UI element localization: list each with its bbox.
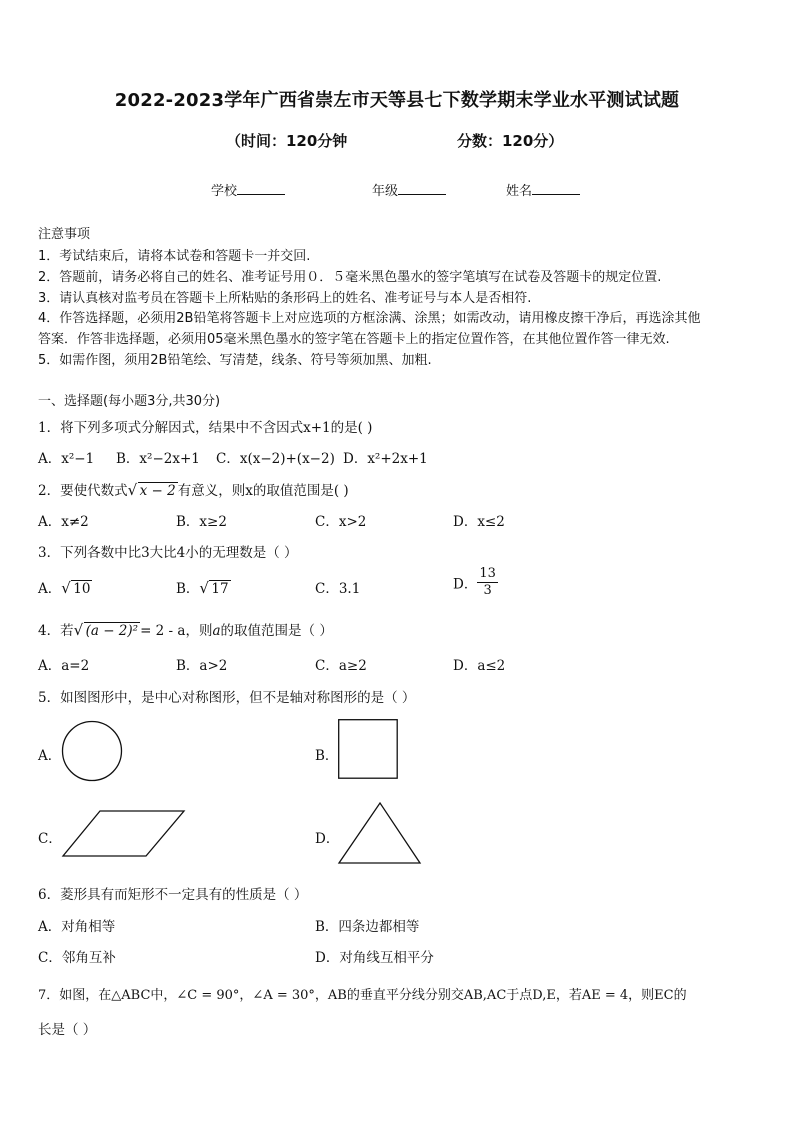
question-1-option-c: C．x(x−2)+(x−2) — [216, 451, 335, 467]
square-figure — [338, 719, 399, 780]
question-5-stem: 5．如图图形中，是中心对称图形，但不是轴对称图形的是（ ） — [38, 690, 416, 706]
question-6-option-c: C．邻角互补 — [38, 950, 116, 966]
notice-item: 1．考试结束后，请将本试卷和答题卡一并交回. — [38, 249, 311, 264]
question-5-option-d: D． — [315, 831, 340, 847]
question-5-option-c: C． — [38, 831, 62, 847]
question-7-stem-cont: 长是（ ） — [38, 1022, 97, 1038]
question-2-option-c: C．x>2 — [315, 514, 367, 530]
question-4-option-b: B．a>2 — [176, 658, 228, 674]
question-4-option-d: D．a≤2 — [453, 658, 506, 674]
question-4-option-a: A．a=2 — [38, 658, 90, 674]
school-field: 学校 — [211, 180, 285, 199]
section-heading: 一、选择题(每小题3分,共30分) — [38, 394, 221, 409]
triangle-figure — [338, 802, 422, 864]
question-2-stem: 2．要使代数式√ x − 2 有意义，则x的取值范围是( ) — [38, 479, 349, 499]
notice-item: 3．请认真核对监考员在答题卡上所粘贴的条形码上的姓名、准考证号与本人是否相符. — [38, 291, 532, 306]
question-6-option-d: D．对角线互相平分 — [315, 950, 434, 966]
notice-item: 答案．作答非选择题，必须用05毫米黑色墨水的签字笔在答题卡上的指定位置作答，在其他位置作答一律无效. — [38, 332, 670, 347]
name-field: 姓名 — [506, 180, 580, 199]
notice-item: 2．答题前，请务必将自己的姓名、准考证号用０．５毫米黑色墨水的签字笔填写在试卷及答题卡的规定位置. — [38, 270, 662, 285]
question-5-option-b: B． — [315, 748, 339, 764]
question-2-option-a: A．x≠2 — [38, 514, 89, 530]
question-2-option-d: D．x≤2 — [453, 514, 505, 530]
question-1-option-b: B．x²−2x+1 — [116, 451, 200, 467]
page-title: 2022-2023学年广西省崇左市天等县七下数学期末学业水平测试试题 — [114, 90, 680, 111]
sqrt-expression: √ x − 2 — [128, 483, 178, 499]
exam-score: 分数：120分） — [457, 132, 564, 150]
question-1-stem: 1．将下列多项式分解因式，结果中不含因式x+1的是( ) — [38, 420, 373, 436]
question-7-stem: 7．如图，在△ABC中，∠C = 90°，∠A = 30°，AB的垂直平分线分别交AB,AC于点D,E，若AE = 4，则EC的 — [38, 988, 687, 1003]
question-1-option-d: D．x²+2x+1 — [343, 451, 428, 467]
question-6-option-b: B．四条边都相等 — [315, 919, 420, 935]
exam-time: （时间：120分钟 — [226, 132, 348, 150]
question-2-option-b: B．x≥2 — [176, 514, 227, 530]
question-6-option-a: A．对角相等 — [38, 919, 116, 935]
question-4-option-c: C．a≥2 — [315, 658, 367, 674]
circle-figure — [61, 720, 123, 782]
sqrt-expression: √ (a − 2)² — [74, 623, 140, 639]
question-4-stem: 4．若√ (a − 2)² = 2 - a，则a的取值范围是（ ） — [38, 619, 333, 639]
question-3-option-c: C．3.1 — [315, 581, 361, 597]
notice-item: 5．如需作图，须用2B铅笔绘、写清楚，线条、符号等须加黑、加粗. — [38, 353, 432, 368]
question-3-option-b: B．√ 17 — [176, 577, 231, 597]
parallelogram-figure — [62, 810, 186, 858]
notice-heading: 注意事项 — [38, 227, 91, 242]
question-3-option-a: A．√ 10 — [38, 577, 92, 597]
grade-field: 年级 — [372, 180, 446, 199]
question-3-stem: 3．下列各数中比3大比4小的无理数是（ ） — [38, 545, 298, 561]
question-6-stem: 6．菱形具有而矩形不一定具有的性质是（ ） — [38, 887, 308, 903]
question-1-option-a: A．x²−1 — [38, 451, 95, 467]
notice-item: 4．作答选择题，必须用2B铅笔将答题卡上对应选项的方框涂满、涂黑；如需改动，请用橡皮擦干净后，再选涂其他 — [38, 311, 701, 326]
question-3-option-d: D． $\frac{13}{3}$ — [453, 566, 496, 598]
question-5-option-a: A． — [38, 748, 62, 764]
